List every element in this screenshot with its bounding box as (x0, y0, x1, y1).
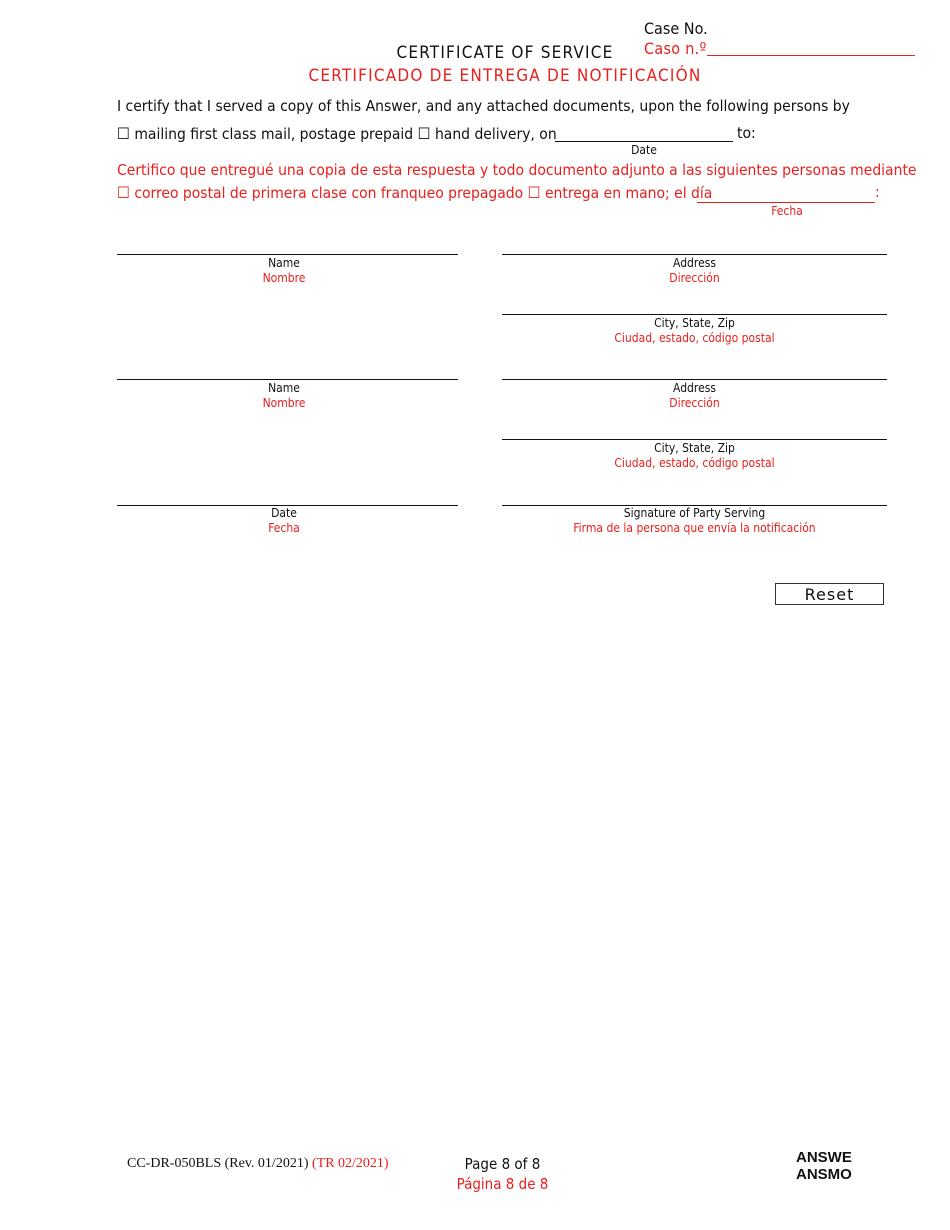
mail-checkbox-es[interactable]: ☐ (117, 183, 130, 202)
name-label: Name (268, 381, 300, 395)
city-label-es: Ciudad, estado, código postal (614, 331, 775, 345)
case-number-label: Case No. (644, 19, 708, 38)
name-label-es: Nombre (262, 271, 306, 285)
service-date-caption: Date (631, 143, 657, 157)
name-caption-2 (117, 381, 451, 410)
city-state-zip-field-2[interactable] (502, 439, 887, 440)
hand-delivery-checkbox[interactable]: ☐ (417, 124, 431, 143)
form-code-1: ANSWE (796, 1149, 852, 1166)
page-number: Page 8 of 8 (464, 1155, 541, 1173)
name-label: Name (268, 256, 300, 270)
mail-option-label: mailing first class mail, postage prepaid (134, 125, 414, 143)
hand-delivery-checkbox-es[interactable]: ☐ (527, 183, 541, 202)
page-title: CERTIFICATE OF SERVICE (396, 43, 614, 63)
hand-delivery-label-es: entrega en mano; el día (544, 184, 713, 202)
name-label-es: Nombre (262, 396, 306, 410)
date-label-es: Fecha (268, 521, 300, 535)
to-label: to: (737, 124, 756, 142)
certification-text: I certify that I served a copy of this Answer, and any attached documents, upon the following persons by (117, 97, 850, 115)
page-title-es: CERTIFICADO DE ENTREGA DE NOTIFICACIÓN (308, 66, 702, 86)
signing-date-caption (117, 506, 451, 535)
mail-option-label-es: correo postal de primera clase con franqueo prepagado (134, 184, 524, 202)
city-label-es: Ciudad, estado, código postal (614, 456, 775, 470)
service-method-row (117, 124, 557, 143)
name-field-1[interactable] (117, 254, 458, 255)
address-caption-2 (502, 381, 887, 410)
form-number (127, 1156, 389, 1172)
address-label-es: Dirección (669, 271, 720, 285)
address-label-es: Dirección (669, 396, 720, 410)
service-method-row-es (117, 183, 712, 202)
city-state-zip-field-1[interactable] (502, 314, 887, 315)
case-number-label-es: Caso n.º (644, 39, 707, 58)
colon-mark: : (875, 183, 880, 201)
address-label: Address (673, 256, 716, 270)
reset-button[interactable]: Reset (775, 583, 884, 605)
city-label: City, State, Zip (654, 441, 735, 455)
city-caption-2 (502, 441, 887, 470)
service-date-field-es[interactable] (697, 202, 875, 203)
address-label: Address (673, 381, 716, 395)
name-field-2[interactable] (117, 379, 458, 380)
form-translation-revision: (TR 02/2021) (311, 1156, 389, 1171)
address-caption-1 (502, 256, 887, 285)
case-number-field[interactable] (707, 55, 915, 56)
city-label: City, State, Zip (654, 316, 735, 330)
signature-label-es: Firma de la persona que envía la notificación (573, 521, 816, 535)
mail-checkbox[interactable]: ☐ (117, 124, 130, 143)
service-date-field[interactable] (555, 141, 733, 142)
city-caption-1 (502, 316, 887, 345)
name-caption-1 (117, 256, 451, 285)
address-field-1[interactable] (502, 254, 887, 255)
form-code-2: ANSMO (796, 1166, 852, 1183)
address-field-2[interactable] (502, 379, 887, 380)
form-number-label: CC-DR-050BLS (Rev. 01/2021) (127, 1156, 309, 1171)
service-date-caption-es: Fecha (771, 204, 803, 218)
date-label: Date (271, 506, 297, 520)
signature-caption (502, 506, 887, 535)
signature-label: Signature of Party Serving (623, 506, 766, 520)
certification-text-es: Certifico que entregué una copia de esta respuesta y todo documento adjunto a las siguientes personas mediante (117, 161, 917, 179)
hand-delivery-label: hand delivery, on (434, 125, 557, 143)
page-number-es: Página 8 de 8 (456, 1175, 549, 1193)
